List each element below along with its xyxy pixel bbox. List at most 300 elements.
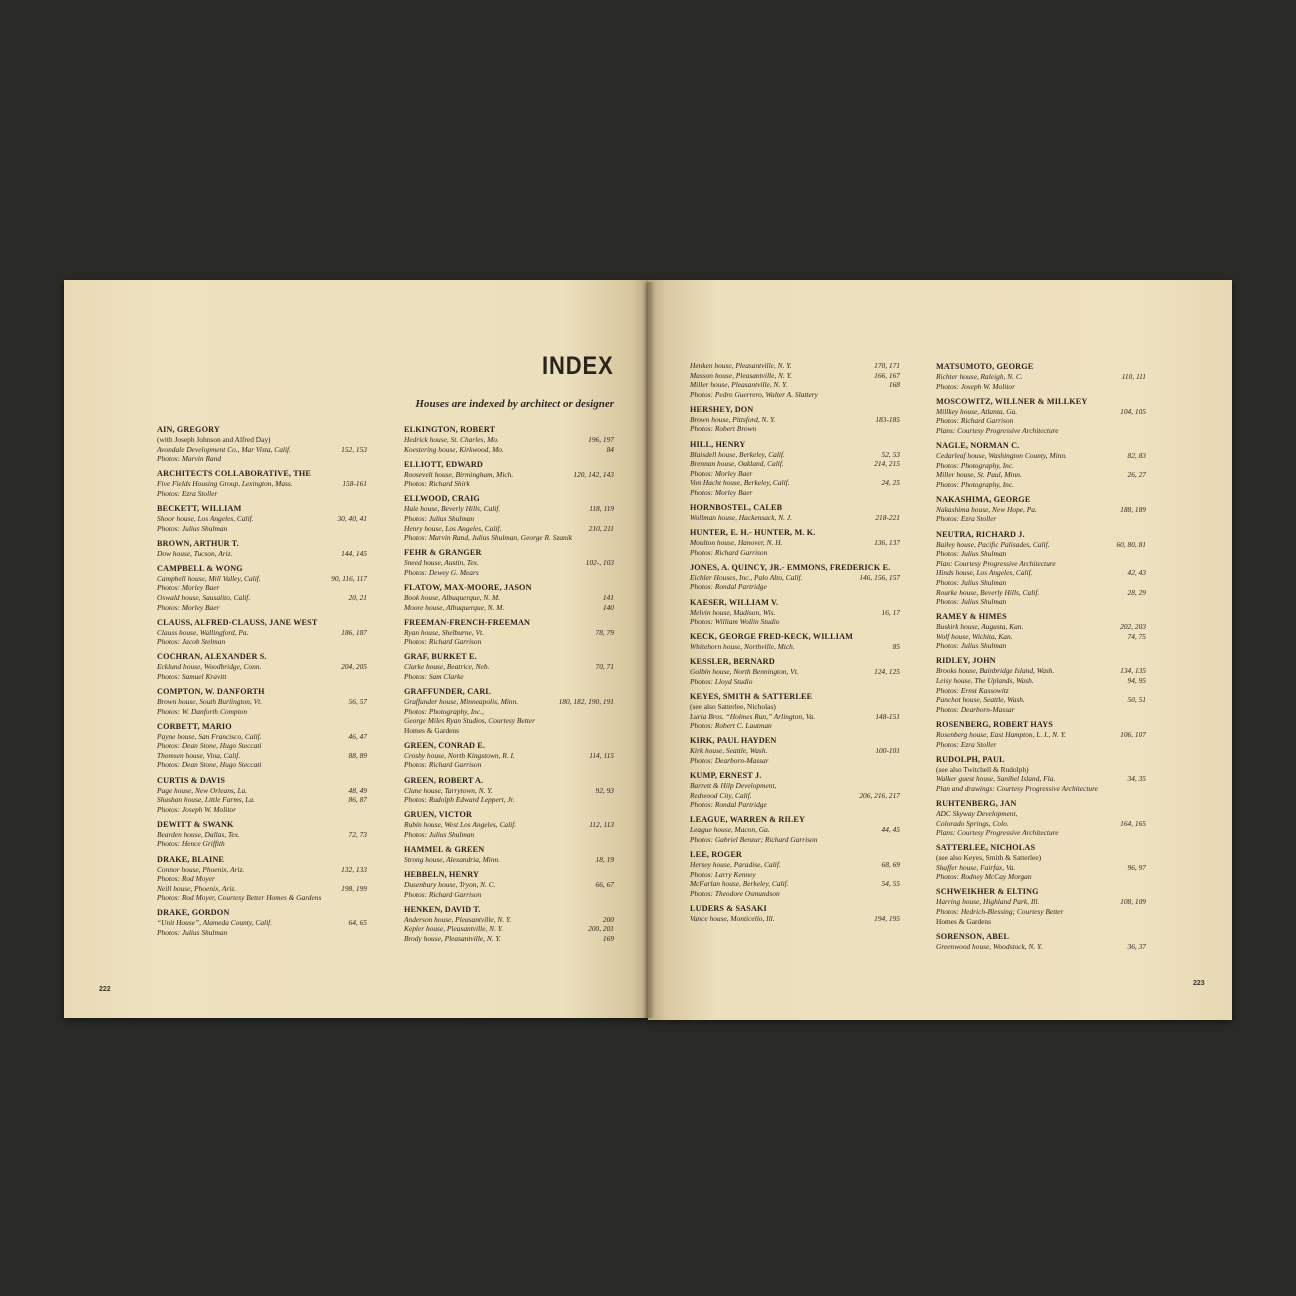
entry-line xyxy=(404,707,614,717)
entry-text: Thomsen house, Vina, Calif. xyxy=(157,750,241,760)
page-reference: 152, 153 xyxy=(341,444,367,454)
page-reference: 124, 125 xyxy=(874,667,900,677)
entry-line xyxy=(690,488,900,498)
entry-line xyxy=(404,672,614,682)
entry-text: Photos: W. Danforth Compton xyxy=(157,706,248,716)
entry-text: (see also Twitchell & Rudolph) xyxy=(936,764,1029,774)
index-entry xyxy=(404,547,614,577)
entry-text: Photos: Rondal Partridge xyxy=(690,582,767,592)
entry-text: Harring house, Highland Park, Ill. xyxy=(936,897,1040,907)
index-entry xyxy=(690,770,900,810)
page-reference: 36, 37 xyxy=(1127,941,1146,951)
entry-text: Moulton house, Hanover, N. H. xyxy=(690,538,783,548)
entry-text: Photos: Joseph W. Molitor xyxy=(157,804,236,814)
entry-line xyxy=(404,855,614,865)
index-entry xyxy=(157,503,367,533)
page-reference: 24, 25 xyxy=(881,478,900,488)
page-reference: 85 xyxy=(892,642,900,652)
entry-line xyxy=(157,454,367,464)
architect-name: KUMP, ERNEST J. xyxy=(690,770,762,780)
entry-text: Photos: Morley Baer xyxy=(157,583,220,593)
index-entry xyxy=(157,651,367,681)
page-reference: 110, 111 xyxy=(1121,372,1146,381)
page-reference: 186, 187 xyxy=(341,627,367,637)
entry-text: Photos: William Wollin Studio xyxy=(690,617,780,627)
entry-line xyxy=(690,879,900,889)
page-reference: 18, 19 xyxy=(595,854,614,864)
entry-text: League house, Macon, Ga. xyxy=(690,825,770,835)
entry-text: Brooks house, Bainbridge Island, Wash. xyxy=(936,666,1055,676)
index-entry xyxy=(404,686,614,735)
entry-text: Millkey house, Atlanta, Ga. xyxy=(936,406,1018,416)
entry-text: Photos: Marvin Rand, Julius Shulman, George R. Szanik xyxy=(404,533,573,543)
index-entry xyxy=(690,814,900,844)
entry-text: Ryan house, Shelburne, Vt. xyxy=(404,627,484,637)
entry-text: Luria Bros. “Holmes Run,” Arlington, Va. xyxy=(690,711,816,721)
page-reference: 114, 115 xyxy=(589,750,614,760)
page-reference: 82, 83 xyxy=(1127,450,1146,460)
entry-text: Photos: Julius Shulman xyxy=(936,641,1007,651)
entry-line xyxy=(936,853,1146,863)
entry-line xyxy=(936,730,1146,740)
entry-line xyxy=(936,666,1146,676)
entry-text: Cedarleaf house, Washington County, Minn. xyxy=(936,450,1067,460)
entry-text: “Unit House”, Alameda County, Calif. xyxy=(157,918,273,928)
entry-text: Photos: Robert Brown xyxy=(690,424,757,434)
index-entry xyxy=(690,631,900,652)
architect-name: GREEN, CONRAD E. xyxy=(404,740,486,750)
entry-text: Richter house, Raleigh, N. C. xyxy=(936,372,1023,381)
index-entry xyxy=(157,468,367,498)
index-entry xyxy=(157,424,367,464)
entry-line xyxy=(936,686,1146,696)
entry-line xyxy=(404,504,614,514)
entry-text: Photos: Theodore Osmundson xyxy=(690,888,780,898)
entry-text: Photos: Rodney McCay Morgan xyxy=(936,872,1032,882)
entry-line xyxy=(157,760,367,770)
entry-text: Brown house, South Burlington, Vt. xyxy=(157,697,263,706)
index-entry xyxy=(690,691,900,731)
entry-text: Von Hacht house, Berkeley, Calif. xyxy=(690,478,790,488)
page-reference: 136, 137 xyxy=(874,538,900,548)
entry-text: Photos: Julius Shulman xyxy=(936,597,1007,607)
architect-name: ELKINGTON, ROBERT xyxy=(404,425,496,434)
entry-text: Photos: Photography, Inc., xyxy=(404,706,484,716)
architect-name: MATSUMOTO, GEORGE xyxy=(936,362,1034,371)
book-gutter xyxy=(643,282,655,1018)
architect-name: JONES, A. QUINCY, JR.- EMMONS, FREDERICK E. xyxy=(690,562,891,572)
entry-line xyxy=(936,382,1146,392)
entry-line xyxy=(936,568,1146,578)
entry-line xyxy=(936,622,1146,632)
entry-text: Eichler Houses, Inc., Palo Alto, Calif. xyxy=(690,572,803,582)
entry-text: Campbell house, Mill Valley, Calif. xyxy=(157,573,261,583)
entry-text: Crosby house, North Kingstown, R. I. xyxy=(404,750,515,760)
entry-line xyxy=(404,479,614,489)
index-entry xyxy=(157,617,367,647)
entry-text: Leisy house, The Uplands, Wash. xyxy=(936,676,1034,686)
entry-text: Bearden house, Dallas, Tex. xyxy=(157,829,240,839)
page-reference: 74, 75 xyxy=(1127,631,1146,641)
index-entry xyxy=(404,740,614,770)
index-entry xyxy=(404,809,614,839)
entry-line xyxy=(404,716,614,726)
page-reference: 141 xyxy=(602,592,614,602)
page-number-left: 222 xyxy=(99,986,111,993)
entry-line xyxy=(404,533,614,543)
index-entry xyxy=(157,721,367,770)
page-reference: 144, 145 xyxy=(341,548,367,558)
architect-name: HUNTER, E. H.- HUNTER, M. K. xyxy=(690,528,816,538)
entry-line xyxy=(690,756,900,766)
entry-text: Photos: Julius Shulman xyxy=(936,577,1007,587)
entry-text: Roosevelt house, Birmingham, Mich. xyxy=(404,469,514,479)
architect-name: SCHWEIKHER & ELTING xyxy=(936,887,1039,897)
architect-name: CLAUSS, ALFRED-CLAUSS, JANE WEST xyxy=(157,617,318,627)
page-reference: 16, 17 xyxy=(881,607,900,617)
entry-line xyxy=(690,791,900,801)
entry-line xyxy=(690,860,900,870)
entry-line xyxy=(936,942,1146,952)
entry-line xyxy=(936,540,1146,550)
page-reference: 158-161 xyxy=(342,479,367,489)
entry-text: Rourke house, Beverly Hills, Calif. xyxy=(936,587,1040,597)
index-entry xyxy=(157,563,367,612)
page-reference: 70, 71 xyxy=(595,662,614,672)
entry-text: Photos: Morley Baer xyxy=(690,487,753,497)
index-entry xyxy=(157,854,367,903)
entry-text: Photos: Richard Garrison xyxy=(404,760,482,770)
entry-line xyxy=(936,407,1146,417)
entry-text: Photos: Morley Baer xyxy=(157,602,220,612)
architect-name: CORBETT, MARIO xyxy=(157,721,232,731)
entry-text: Anderson house, Pleasantville, N. Y. xyxy=(404,914,512,924)
index-entry xyxy=(690,849,900,898)
index-entry xyxy=(404,651,614,681)
index-entry xyxy=(404,582,614,612)
page-reference: 46, 47 xyxy=(348,731,367,741)
architect-name: NAKASHIMA, GEORGE xyxy=(936,494,1031,504)
entry-line xyxy=(157,445,367,455)
index-entry xyxy=(690,562,900,592)
entry-text: Photos: Pedro Guerrero, Walter A. Slattery xyxy=(690,389,818,399)
entry-text: McFarlan house, Berkeley, Calif. xyxy=(690,879,789,889)
entry-line xyxy=(936,765,1146,775)
entry-text: Hedrick house, St. Charles, Mo. xyxy=(404,435,499,444)
entry-line xyxy=(936,372,1146,382)
entry-line xyxy=(690,573,900,583)
entry-line xyxy=(157,574,367,584)
index-entry xyxy=(690,439,900,498)
entry-text: Photos: Larry Kenney xyxy=(690,869,756,879)
entry-line xyxy=(157,918,367,928)
architect-name: FREEMAN-FRENCH-FREEMAN xyxy=(404,617,531,627)
entry-line xyxy=(157,697,367,707)
entry-line xyxy=(404,435,614,445)
architect-name: RAMEY & HIMES xyxy=(936,612,1007,622)
architect-name: ELLWOOD, CRAIG xyxy=(404,494,480,504)
index-entry xyxy=(936,494,1146,524)
architect-name: DRAKE, GORDON xyxy=(157,908,230,918)
architect-name: KECK, GEORGE FRED-KECK, WILLIAM xyxy=(690,632,854,642)
entry-line xyxy=(690,548,900,558)
entry-line xyxy=(936,774,1146,784)
entry-text: Dow house, Tucson, Ariz. xyxy=(157,548,233,558)
index-entry xyxy=(157,775,367,815)
architect-name: ARCHITECTS COLLABORATIVE, THE xyxy=(157,469,311,479)
entry-line xyxy=(936,480,1146,490)
entry-line xyxy=(690,478,900,488)
index-entry xyxy=(404,904,614,944)
entry-line xyxy=(690,608,900,618)
entry-text: Photos: Richard Shirk xyxy=(404,479,470,489)
entry-line xyxy=(157,662,367,672)
index-entry xyxy=(157,538,367,559)
index-entry xyxy=(690,597,900,627)
entry-text: Photos: Lloyd Studio xyxy=(690,676,753,686)
entry-text: Hale house, Beverly Hills, Calif. xyxy=(404,504,501,514)
architect-name: MOSCOWITZ, WILLNER & MILLKEY xyxy=(936,396,1088,406)
architect-name: FLATOW, MAX-MOORE, JASON xyxy=(404,582,532,592)
page-reference: 168 xyxy=(888,380,900,390)
architect-name: RIDLEY, JOHN xyxy=(936,656,996,666)
architect-name: HERSHEY, DON xyxy=(690,404,754,414)
entry-text: Homes & Gardens xyxy=(936,916,992,926)
entry-text: Masson house, Pleasantville, N. Y. xyxy=(690,370,792,380)
entry-text: Panchot house, Seattle, Wash. xyxy=(936,695,1025,705)
entry-line xyxy=(157,839,367,849)
page-reference: 44, 45 xyxy=(881,825,900,835)
index-entry xyxy=(690,361,900,399)
index-column-2 xyxy=(404,424,614,948)
entry-text: Clune house, Tarrytown, N. Y. xyxy=(404,785,493,795)
entry-line xyxy=(157,672,367,682)
entry-text: Photos: Rod Moyer, Courtesy Better Homes & Gardens xyxy=(157,893,322,903)
entry-line xyxy=(936,470,1146,480)
entry-line xyxy=(157,637,367,647)
architect-name: CURTIS & DAVIS xyxy=(157,775,226,785)
entry-line xyxy=(404,593,614,603)
entry-line xyxy=(404,820,614,830)
page-reference: 68, 69 xyxy=(881,859,900,869)
entry-text: Melvin house, Madison, Wis. xyxy=(690,607,776,617)
entry-text: Clarke house, Beatrice, Neb. xyxy=(404,662,490,672)
entry-line xyxy=(157,628,367,638)
entry-line xyxy=(404,934,614,944)
entry-text: Payne house, San Francisco, Calif. xyxy=(157,731,262,741)
entry-line xyxy=(936,819,1146,829)
page-reference: 170, 171 xyxy=(874,361,900,370)
architect-name: GREEN, ROBERT A. xyxy=(404,775,484,785)
index-column-3 xyxy=(690,361,900,928)
entry-text: Plans: Courtesy Progressive Architecture xyxy=(936,425,1059,435)
entry-text: Shushan house, Little Farms, La. xyxy=(157,795,255,805)
architect-name: FEHR & GRANGER xyxy=(404,548,482,558)
entry-text: Strong house, Alexandria, Minn. xyxy=(404,854,501,864)
page-reference: 96, 97 xyxy=(1127,862,1146,872)
page-reference: 108, 109 xyxy=(1120,897,1146,907)
architect-name: DEWITT & SWANK xyxy=(157,819,234,829)
entry-line xyxy=(690,721,900,731)
index-entry xyxy=(936,719,1146,749)
page-reference: 194, 195 xyxy=(874,913,900,923)
entry-line xyxy=(690,380,900,390)
index-entry xyxy=(936,886,1146,926)
entry-text: Photos: Julius Shulman xyxy=(404,829,475,839)
entry-text: Miller house, St. Paul, Minn. xyxy=(936,470,1022,480)
page-reference: 102-, 103 xyxy=(585,558,614,568)
architect-name: SORENSON, ABEL xyxy=(936,931,1010,941)
entry-text: Plan and drawings: Courtesy Progressive Architecture xyxy=(936,783,1098,793)
entry-line xyxy=(936,872,1146,882)
entry-line xyxy=(404,514,614,524)
entry-text: Bailey house, Pacific Palisades, Calif. xyxy=(936,539,1050,549)
entry-text: Avondale Development Co., Mar Vista, Calif. xyxy=(157,444,291,454)
entry-line xyxy=(404,751,614,761)
entry-text: Brown house, Pittsford, N. Y. xyxy=(690,414,776,424)
page-reference: 90, 116, 117 xyxy=(331,573,367,583)
entry-line xyxy=(404,662,614,672)
entry-text: Barrett & Hilp Development, xyxy=(690,780,777,790)
entry-text: Kepler house, Pleasantville, N. Y. xyxy=(404,924,504,934)
entry-text: Neill house, Phoenix, Ariz. xyxy=(157,883,237,893)
page-reference: 92, 93 xyxy=(595,785,614,795)
index-entry xyxy=(690,903,900,924)
entry-line xyxy=(157,928,367,938)
architect-name: KESSLER, BERNARD xyxy=(690,657,775,667)
page-reference: 148-151 xyxy=(875,711,900,721)
entry-text: Photos: Dearborn-Massar xyxy=(936,704,1015,714)
page-reference: 132, 133 xyxy=(341,864,367,874)
entry-text: Photos: Photography, Inc. xyxy=(936,460,1015,470)
entry-line xyxy=(936,784,1146,794)
entry-line xyxy=(157,514,367,524)
entry-line xyxy=(690,825,900,835)
architect-name: SATTERLEE, NICHOLAS xyxy=(936,843,1036,853)
entry-text: (with Joseph Johnson and Alfred Day) xyxy=(157,435,271,444)
architect-name: NEUTRA, RICHARD J. xyxy=(936,529,1025,539)
entry-text: Wollman house, Hackensack, N. J. xyxy=(690,513,792,523)
entry-line xyxy=(690,469,900,479)
entry-text: George Miles Ryan Studios, Courtesy Better xyxy=(404,716,535,726)
entry-line xyxy=(936,917,1146,927)
entry-line xyxy=(936,863,1146,873)
entry-line xyxy=(936,505,1146,515)
entry-text: Photos: Julius Shulman xyxy=(157,523,228,533)
page-reference: 166, 167 xyxy=(874,370,900,380)
entry-line xyxy=(157,593,367,603)
page-reference: 30, 40, 41 xyxy=(337,513,367,523)
entry-text: Oswald house, Sausalito, Calif. xyxy=(157,592,251,602)
entry-line xyxy=(936,559,1146,569)
page-reference: 106, 107 xyxy=(1120,729,1146,739)
entry-text: Blaisdell house, Berkeley, Calif. xyxy=(690,449,785,459)
entry-text: Photos: Dewey G. Mears xyxy=(404,567,479,577)
architect-name: KIRK, PAUL HAYDEN xyxy=(690,736,777,746)
architect-name: NAGLE, NORMAN C. xyxy=(936,440,1020,450)
architect-name: GRAFFUNDER, CARL xyxy=(404,687,492,696)
index-title: INDEX xyxy=(542,352,614,380)
entry-line xyxy=(690,617,900,627)
entry-text: Photos: Robert C. Lautman xyxy=(690,721,772,731)
architect-name: HEBBELN, HENRY xyxy=(404,870,480,880)
entry-text: Photos: Richard Garrison xyxy=(690,547,768,557)
entry-line xyxy=(936,416,1146,426)
entry-text: (see also Keyes, Smith & Satterlee) xyxy=(936,853,1042,863)
entry-text: Photos: Morley Baer xyxy=(690,468,753,478)
index-entry xyxy=(404,459,614,489)
entry-text: Brennan house, Oakland, Calif. xyxy=(690,459,784,469)
page-reference: 169 xyxy=(602,933,614,943)
page-reference: 206, 216, 217 xyxy=(859,790,900,800)
architect-name: KEYES, SMITH & SATTERLEE xyxy=(690,691,813,701)
page-reference: 200, 201 xyxy=(588,924,614,934)
entry-line xyxy=(157,893,367,903)
entry-line xyxy=(404,915,614,925)
index-entry xyxy=(690,527,900,557)
page-reference: 204, 205 xyxy=(341,662,367,672)
entry-text: Photos: Julius Shulman xyxy=(404,513,475,523)
entry-text: Photos: Dean Stone, Hugo Steccati xyxy=(157,741,262,751)
architect-name: LUDERS & SASAKI xyxy=(690,903,767,913)
page-reference: 202, 203 xyxy=(1120,622,1146,632)
index-entry xyxy=(404,775,614,805)
page-reference: 183-185 xyxy=(875,414,900,424)
entry-line xyxy=(690,870,900,880)
entry-text: Plan: Courtesy Progressive Architecture xyxy=(936,558,1056,568)
entry-text: Photos: Rod Moyer xyxy=(157,874,215,884)
entry-line xyxy=(936,809,1146,819)
index-entry xyxy=(404,869,614,899)
index-column-1 xyxy=(157,424,367,942)
architect-name: HILL, HENRY xyxy=(690,439,746,449)
entry-line xyxy=(404,786,614,796)
page-reference: 94, 95 xyxy=(1127,676,1146,686)
entry-line xyxy=(690,781,900,791)
index-entry xyxy=(690,404,900,434)
index-entry xyxy=(690,656,900,686)
index-entry xyxy=(936,440,1146,489)
entry-line xyxy=(936,676,1146,686)
entry-line xyxy=(157,479,367,489)
entry-text: Photos: Dearborn-Massar xyxy=(690,755,769,765)
page-reference: 100-101 xyxy=(875,746,900,756)
entry-line xyxy=(157,786,367,796)
entry-line xyxy=(936,907,1146,917)
page-reference: 52, 53 xyxy=(881,449,900,459)
entry-line xyxy=(404,880,614,890)
entry-text: Page house, New Orleans, La. xyxy=(157,785,248,795)
entry-line xyxy=(936,828,1146,838)
entry-line xyxy=(157,795,367,805)
page-reference: 214, 215 xyxy=(874,459,900,469)
index-entry xyxy=(936,931,1146,952)
page-reference: 56, 57 xyxy=(348,697,367,706)
entry-text: Walker guest house, Sanibel Island, Fla. xyxy=(936,774,1056,784)
entry-line xyxy=(690,450,900,460)
page-reference: 218-221 xyxy=(875,513,900,523)
entry-text: Connor house, Phoenix, Ariz. xyxy=(157,864,245,874)
entry-text: Shoor house, Los Angeles, Calif. xyxy=(157,513,254,523)
architect-name: HORNBOSTEL, CALEB xyxy=(690,503,783,513)
index-entry xyxy=(936,529,1146,607)
entry-text: Homes & Gardens xyxy=(404,725,460,735)
entry-line xyxy=(404,445,614,455)
page-reference: 180, 182, 190, 191 xyxy=(558,697,614,706)
entry-text: Photos: Ernst Kassowitz xyxy=(936,685,1009,695)
entry-line xyxy=(157,830,367,840)
page-reference: 28, 29 xyxy=(1127,587,1146,597)
